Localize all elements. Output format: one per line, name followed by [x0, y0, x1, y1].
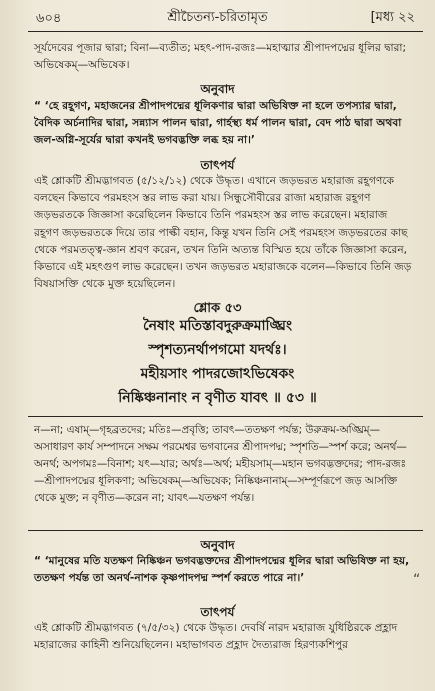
verse-line-2: স্পৃশত্যনর্থাপগমো যদর্থঃ।: [148, 342, 287, 358]
verse-line-1: নৈষাং মতিস্তাবদুরুক্রমাঙ্ঘ্রিং: [143, 318, 292, 334]
word-meanings-rule-top: [28, 416, 423, 417]
verse-line-3: মহীয়সাং পাদরজোঽভিষেকং: [140, 366, 295, 382]
translation-heading: অনুবাদ: [200, 82, 235, 96]
word-meanings-rule-bottom: [28, 530, 423, 531]
translation-heading-2: অনুবাদ: [200, 538, 235, 552]
translation-text-2: “ ‘মানুষের মতি যতক্ষণ নিষ্কিঞ্চন ভগবদ্ভক্তদের শ্রীপাদপদ্মের ধূলির দ্বারা অভিষিক্ত না হয়, ততক্ষণ পর্যন্ত তা অনর্থ-নাশক কৃষ্ণপাদপদ্ম স্পর্শ করতে পারে না।’: [34, 555, 410, 585]
purport-heading-2: তাৎপর্য: [200, 605, 235, 619]
top-word-meanings: সূর্যদেবের পূজার দ্বারা; বিনা—ব্যতীত; মহৎ-পাদ-রজঃ—মহাত্মার শ্রীপাদপদ্মের ধূলির দ্বারা; অভিষেকম্—অভিষেক।: [34, 42, 407, 72]
word-meanings: ন—না; এষাম্—গৃহব্রতদের; মতিঃ—প্রবৃত্তি; তাবৎ—ততক্ষণ পর্যন্ত; উরুক্রম-অঙ্ঘ্রিম্—অসাধারণ কার্য সম্পাদনে সক্ষম পরমেশ্বর ভগবানের শ্রীপাদপদ্ম; স্পৃশতি—স্পর্শ করে; অনর্থ—অনর্থ; অপগমঃ—বিনাশ; যৎ—যার; অর্থঃ—অর্থ; মহীয়সাম্—মহান ভগবদ্ভক্তদের; পাদ-রজঃ—শ্রীপাদপদ্মের ধূলিকণা; অভিষেকম্—অভিষেক; নিষ্কিঞ্চনানাম্—সম্পূর্ণরূপে জড় আসক্তি থেকে মুক্ত; ন বৃণীত—করেন না; যাবৎ—যতক্ষণ পর্যন্ত।: [34, 424, 407, 504]
chapter-marker: [মধ্য ২২: [370, 10, 415, 25]
page-header: [0, 0, 435, 34]
translation-text: “ ‘হে রহূগণ, মহাজনের শ্রীপাদপদ্মের ধূলিকণার দ্বারা অভিষিক্ত না হলে তপস্যার দ্বারা, বৈদিক অর্চনাদির দ্বারা, সন্ন্যাস পালন দ্বারা, গার্হস্থ্য ধর্ম পালন দ্বারা, বেদ পাঠ দ্বারা অথবা জল-অগ্নি-সূর্যের দ্বারা কখনই ভগবদ্ভক্তি লব্ধ হয় না।’: [34, 100, 402, 147]
verse-line-4: নিষ্কিঞ্চনানাং ন বৃণীত যাবৎ ॥ ৫৩ ॥: [118, 390, 317, 406]
verse-heading: শ্লোক ৫৩: [193, 301, 242, 316]
margin-mark: “: [413, 572, 421, 588]
page-number: ৬০৪: [36, 11, 62, 26]
purport-text: এই শ্লোকটি শ্রীমদ্ভাগবত (৫/১২/১২) থেকে উদ্ধৃত। এখানে জড়ভরত মহারাজ রহূগণকে বলছেন কিভাবে পরমহংস স্তর লাভ করা যায়। সিন্ধুসৌবীরের রাজা মহারাজ রহূগণ জড়ভরতকে জিজ্ঞাসা করেছিলেন কিভাবে তিনি পরমহংস স্তর লাভ করেছেন। মহারাজ রহূগণ জড়ভরতকে দিয়ে তার পাল্কী বহান, কিন্তু যখন তিনি সেই পরমহংস জড়ভরতের কাছ থেকে পরমতত্ত্ব-জ্ঞান শ্রবণ করেন, তখন তিনি অত্যন্ত বিস্মিত হয়ে তাঁকে জিজ্ঞাসা করেন, কিভাবে এই মহৎগুণ লাভ করেছেন। তখন জড়ভরত মহারাজকে বলেন—কিভাবে তিনি জড় বিষয়াসক্তি থেকে মুক্ত হয়েছিলেন।: [34, 175, 412, 291]
header-rule: [28, 31, 423, 32]
running-title: শ্রীচৈতন্য-চরিতামৃত: [167, 10, 268, 25]
purport-text-2: এই শ্লোকটি শ্রীমদ্ভাগবত (৭/৫/৩২) থেকে উদ্ধৃত। দেবর্ষি নারদ মহারাজ যুধিষ্ঠিরকে প্রহ্লাদ মহারাজের কাহিনী শুনিয়েছিলেন। মহাভাগবত প্রহ্লাদ দৈত্যরাজ হিরণ্যকশিপুর: [34, 622, 398, 652]
purport-heading: তাৎপর্য: [200, 158, 235, 172]
